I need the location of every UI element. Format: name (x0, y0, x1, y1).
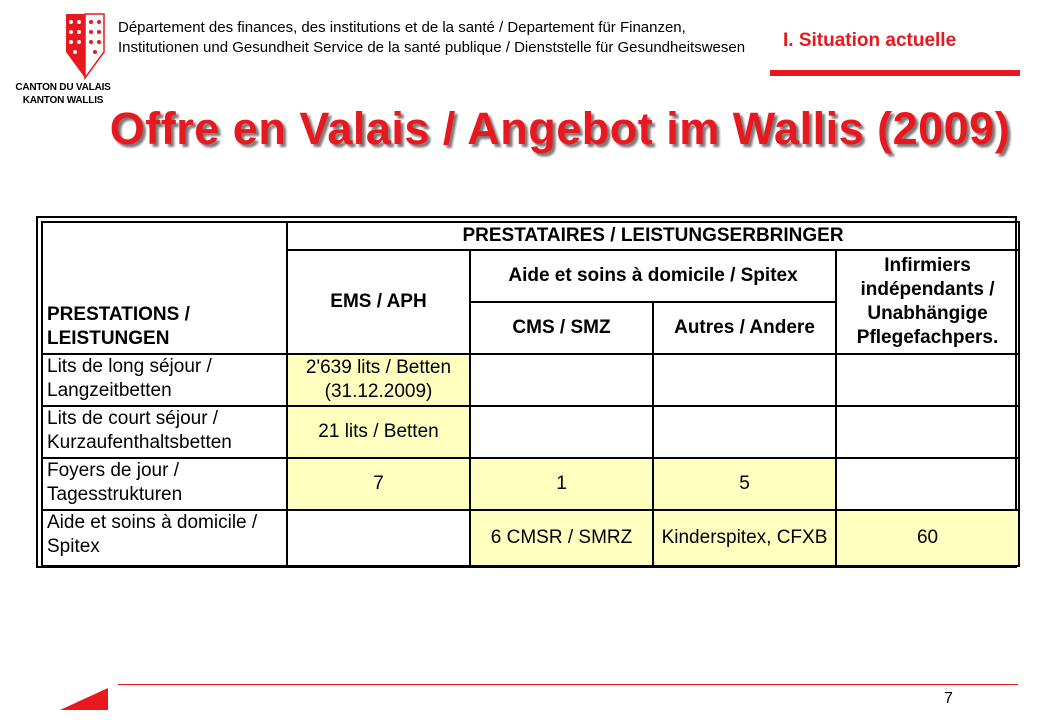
table-row (42, 406, 1019, 458)
cell-infirmiers (836, 354, 1019, 406)
cell-ems: 21 lits / Betten (287, 406, 470, 458)
table-row (42, 458, 1019, 510)
cell-autres: Kinderspitex, CFXB (653, 510, 836, 566)
table-row (42, 510, 1019, 566)
cell-cms (470, 354, 653, 406)
page-number: 7 (944, 690, 953, 707)
cell-cms (470, 406, 653, 458)
section-label: I. Situation actuelle (783, 30, 957, 51)
footer-divider (118, 684, 1018, 685)
col-header-ems: EMS / APH (287, 250, 470, 354)
department-header: Département des finances, des institutions et de la santé / Departement für Finanzen, Institutionen und Gesundheit Service de la santé publique / Dienststelle für Gesundheitswesen (118, 19, 746, 56)
offer-table (36, 216, 1017, 568)
cell-cms: 6 CMSR / SMRZ (470, 510, 653, 566)
cell-infirmiers: 60 (836, 510, 1019, 566)
cell-infirmiers (836, 458, 1019, 510)
header-divider (770, 70, 1020, 76)
logo-text-fr: CANTON DU VALAIS (15, 82, 111, 93)
corner-triangle-icon (60, 688, 108, 710)
logo-text-de: KANTON WALLIS (22, 95, 104, 106)
cell-infirmiers (836, 406, 1019, 458)
cell-autres (653, 406, 836, 458)
cell-ems (287, 510, 470, 566)
canton-logo (0, 0, 115, 115)
row-label: Foyers de jour / Tagesstrukturen (42, 458, 287, 510)
col-header-infirmiers: Infirmiers indépendants / Unabhängige Pflegefachpers. (836, 250, 1019, 354)
row-label: Aide et soins à domicile / Spitex (42, 510, 287, 566)
cell-autres (653, 354, 836, 406)
col-header-autres: Autres / Andere (653, 302, 836, 354)
cell-cms: 1 (470, 458, 653, 510)
valais-shield-icon (64, 12, 106, 80)
prestations-header: PRESTATIONS / LEISTUNGEN (42, 222, 287, 354)
row-label: Lits de long séjour / Langzeitbetten (42, 354, 287, 406)
page-title: Offre en Valais / Angebot im Wallis (2009) (109, 103, 1011, 154)
col-header-cms: CMS / SMZ (470, 302, 653, 354)
cell-ems: 7 (287, 458, 470, 510)
cell-ems: 2'639 lits / Betten (31.12.2009) (287, 354, 470, 406)
providers-header: PRESTATAIRES / LEISTUNGSERBRINGER (287, 222, 1019, 250)
row-label: Lits de court séjour / Kurzaufenthaltsbetten (42, 406, 287, 458)
table-row (42, 354, 1019, 406)
col-header-spitex: Aide et soins à domicile / Spitex (470, 250, 836, 302)
cell-autres: 5 (653, 458, 836, 510)
